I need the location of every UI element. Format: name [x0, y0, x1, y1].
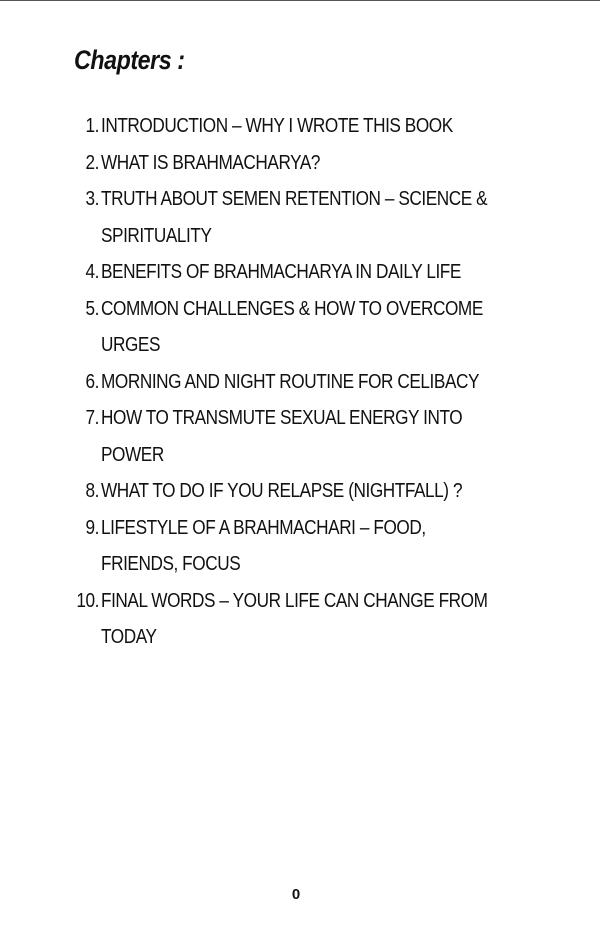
- chapter-number: 6.: [85, 370, 99, 393]
- page-title: Chapters :: [74, 45, 185, 75]
- chapter-title-line: TODAY: [101, 626, 157, 648]
- chapter-title-line: POWER: [101, 443, 164, 466]
- chapter-number: 2.: [85, 151, 99, 174]
- chapter-title-line: LIFESTYLE OF A BRAHMACHARI – FOOD,: [101, 516, 426, 539]
- chapter-item-9: [64, 510, 544, 583]
- chapter-title-line: FINAL WORDS – YOUR LIFE CAN CHANGE FROM: [101, 589, 488, 612]
- chapter-item-2: [64, 145, 544, 182]
- chapter-list: [64, 108, 544, 656]
- chapter-title-line: BENEFITS OF BRAHMACHARYA IN DAILY LIFE: [101, 261, 461, 283]
- chapter-title-line: INTRODUCTION – WHY I WROTE THIS BOOK: [101, 115, 453, 137]
- chapter-item-5: [64, 291, 544, 364]
- chapter-number: 7.: [85, 407, 99, 429]
- chapter-title-line: WHAT IS BRAHMACHARYA?: [101, 151, 321, 174]
- chapter-title-line: TRUTH ABOUT SEMEN RETENTION – SCIENCE &: [101, 188, 488, 210]
- chapter-title-line: URGES: [101, 334, 161, 356]
- chapter-title-line: SPIRITUALITY: [101, 224, 212, 247]
- chapter-title-line: HOW TO TRANSMUTE SEXUAL ENERGY INTO: [101, 407, 463, 429]
- chapter-number: 1.: [85, 115, 99, 137]
- chapter-title-line: MORNING AND NIGHT ROUTINE FOR CELIBACY: [101, 370, 480, 393]
- chapter-item-8: [64, 473, 544, 510]
- top-border-line: [0, 0, 600, 1]
- chapter-item-7: [64, 400, 544, 473]
- chapter-number: 10.: [76, 589, 99, 612]
- page-number: 0: [291, 886, 301, 903]
- chapter-number: 8.: [85, 480, 99, 502]
- chapter-title-line: WHAT TO DO IF YOU RELAPSE (NIGHTFALL) ?: [101, 480, 463, 502]
- chapter-title-line: FRIENDS, FOCUS: [101, 553, 241, 575]
- chapter-number: 5.: [85, 297, 99, 320]
- chapter-number: 4.: [85, 261, 99, 283]
- chapter-number: 3.: [85, 188, 99, 210]
- chapter-item-10: [64, 583, 544, 656]
- chapter-item-4: [64, 254, 544, 291]
- chapter-item-6: [64, 364, 544, 401]
- chapter-item-3: [64, 181, 544, 254]
- chapter-title-line: COMMON CHALLENGES & HOW TO OVERCOME: [101, 297, 483, 320]
- chapter-number: 9.: [85, 516, 99, 539]
- chapter-item-1: [64, 108, 544, 145]
